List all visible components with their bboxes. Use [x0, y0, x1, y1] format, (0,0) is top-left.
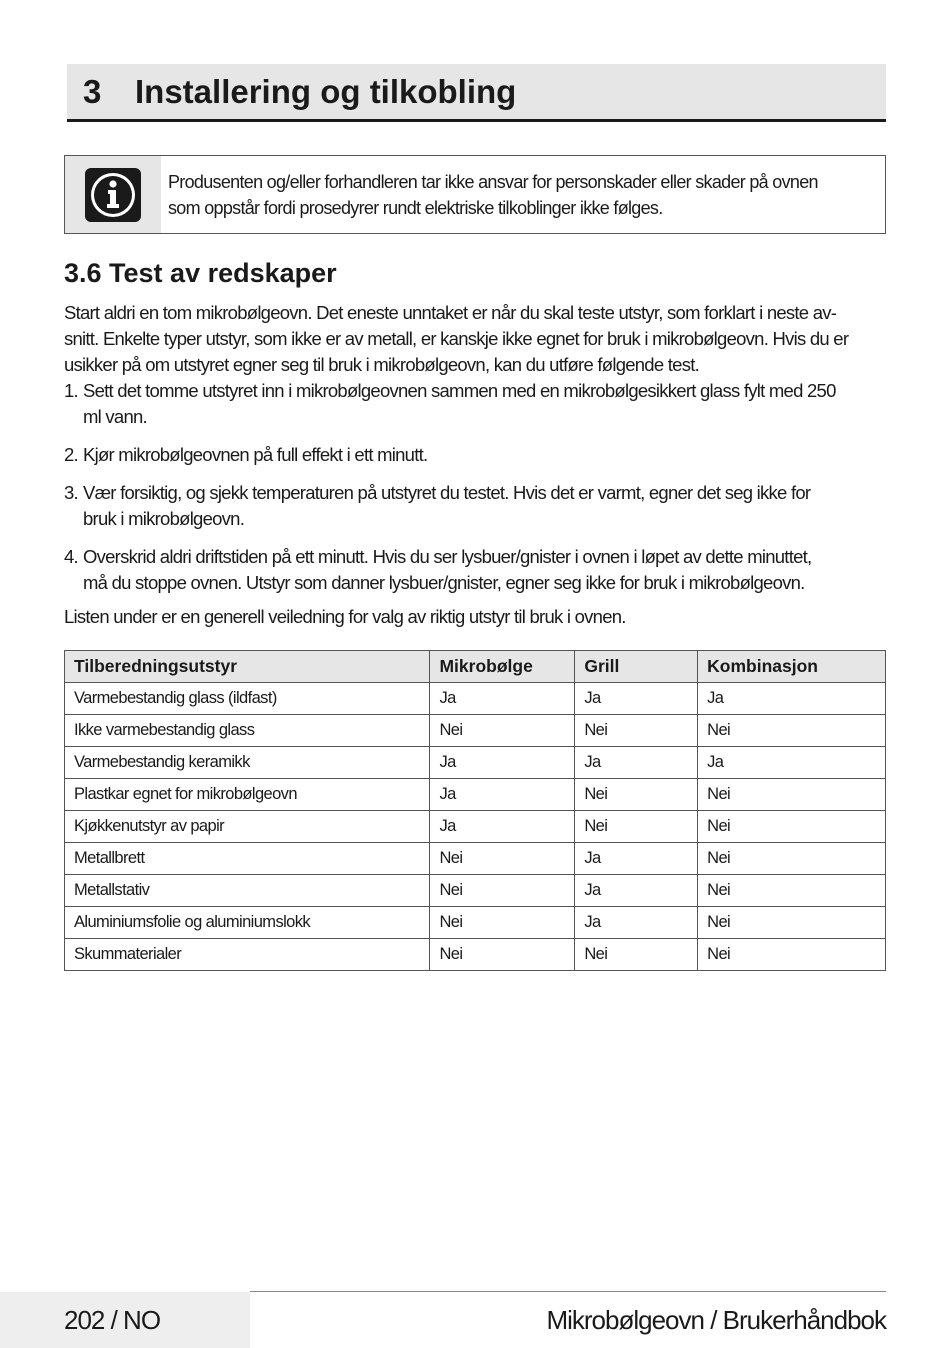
info-text [161, 156, 818, 233]
table-cell: Skummaterialer [65, 939, 430, 971]
step-text [83, 378, 836, 430]
table-cell: Nei [698, 779, 886, 811]
info-notice [64, 155, 886, 234]
table-cell: Nei [430, 843, 575, 875]
step-number: 3. [64, 482, 78, 503]
step-text [83, 442, 427, 468]
column-header: Mikrobølge [430, 651, 575, 683]
table-cell: Ja [575, 875, 698, 907]
table-cell: Ja [430, 811, 575, 843]
table-cell: Ikke varmebestandig glass [65, 715, 430, 747]
table-row [65, 779, 886, 811]
table-cell: Nei [575, 939, 698, 971]
info-text-line: Produsenten og/eller forhandleren tar ikke ansvar for personskader eller skader på ovnen [168, 172, 818, 192]
table-cell: Ja [575, 747, 698, 779]
table-cell: Varmebestandig glass (ildfast) [65, 683, 430, 715]
chapter-number: 3 [83, 72, 102, 110]
column-header: Tilberedningsutstyr [65, 651, 430, 683]
list-item [64, 544, 886, 596]
column-header: Grill [575, 651, 698, 683]
table-cell: Varmebestandig keramikk [65, 747, 430, 779]
table-cell: Nei [698, 939, 886, 971]
table-cell: Metallstativ [65, 875, 430, 907]
table-cell: Nei [698, 811, 886, 843]
step-line: Kjør mikrobølgeovnen på full effekt i ett minutt. [83, 444, 428, 465]
table-row [65, 683, 886, 715]
table-cell: Nei [698, 907, 886, 939]
table-cell: Nei [575, 715, 698, 747]
table-cell: Plastkar egnet for mikrobølgeovn [65, 779, 430, 811]
table-cell: Nei [575, 779, 698, 811]
table-row [65, 747, 886, 779]
step-line: må du stoppe ovnen. Utstyr som danner lysbuer/gnister, egner seg ikke for bruk i mikrobølgeovn. [83, 572, 805, 593]
info-text-line: som oppstår fordi prosedyrer rundt elektriske tilkoblinger ikke følges. [168, 198, 663, 218]
step-text [83, 480, 810, 532]
intro-line: snitt. Enkelte typer utstyr, som ikke er av metall, er kanskje ikke egnet for bruk i mikrobølgeovn. Hvis du er [64, 328, 849, 349]
table-cell: Ja [430, 779, 575, 811]
chapter-title: Installering og tilkobling [135, 72, 517, 110]
table-intro-note: Listen under er en generell veiledning for valg av riktig utstyr til bruk i ovnen. [64, 606, 626, 627]
list-item [64, 378, 886, 430]
table-cell: Nei [698, 715, 886, 747]
table-header-row [65, 651, 886, 683]
step-number: 2. [64, 444, 78, 465]
table-cell: Ja [430, 683, 575, 715]
table-cell: Nei [698, 843, 886, 875]
table-cell: Ja [430, 747, 575, 779]
step-text [83, 544, 811, 596]
table-cell: Nei [575, 811, 698, 843]
table-row [65, 939, 886, 971]
table-cell: Nei [430, 875, 575, 907]
chapter-header [67, 64, 886, 122]
intro-line: Start aldri en tom mikrobølgeovn. Det eneste unntaket er når du skal teste utstyr, som forklart i neste av- [64, 302, 837, 323]
table-cell: Nei [430, 715, 575, 747]
step-line: Overskrid aldri driftstiden på ett minutt. Hvis du ser lysbuer/gnister i ovnen i løpet av dette minuttet, [83, 546, 812, 567]
cookware-table [64, 650, 886, 971]
column-header: Kombinasjon [698, 651, 886, 683]
table-row [65, 715, 886, 747]
test-steps-list [64, 378, 886, 608]
step-line: Vær forsiktig, og sjekk temperaturen på utstyret du testet. Hvis det er varmt, egner det seg ikke for [83, 482, 811, 503]
table-cell: Nei [430, 907, 575, 939]
section-title: 3.6 Test av redskaper [64, 258, 337, 288]
table-cell: Nei [698, 875, 886, 907]
footer-divider [250, 1291, 886, 1292]
table-cell: Aluminiumsfolie og aluminiumslokk [65, 907, 430, 939]
info-icon-cell [65, 156, 161, 233]
page-number: 202 / NO [64, 1305, 161, 1335]
list-item [64, 480, 886, 532]
step-line: Sett det tomme utstyret inn i mikrobølgeovnen sammen med en mikrobølgesikkert glass fylt med 250 [83, 380, 836, 401]
table-cell: Nei [430, 939, 575, 971]
table-cell: Ja [575, 683, 698, 715]
step-line: bruk i mikrobølgeovn. [83, 508, 245, 529]
step-line: ml vann. [83, 406, 147, 427]
table-row [65, 875, 886, 907]
table-row [65, 907, 886, 939]
table-cell: Ja [698, 683, 886, 715]
step-number: 4. [64, 546, 78, 567]
table-cell: Ja [698, 747, 886, 779]
list-item [64, 442, 886, 468]
table-row [65, 811, 886, 843]
step-number: 1. [64, 380, 78, 401]
info-icon [84, 167, 142, 223]
intro-line: usikker på om utstyret egner seg til bruk i mikrobølgeovn, kan du utføre følgende test. [64, 354, 699, 375]
document-title: Mikrobølgeovn / Brukerhåndbok [546, 1305, 886, 1335]
table-row [65, 843, 886, 875]
table-cell: Metallbrett [65, 843, 430, 875]
table-cell: Kjøkkenutstyr av papir [65, 811, 430, 843]
intro-paragraph [64, 300, 886, 378]
table-cell: Ja [575, 907, 698, 939]
table-cell: Ja [575, 843, 698, 875]
